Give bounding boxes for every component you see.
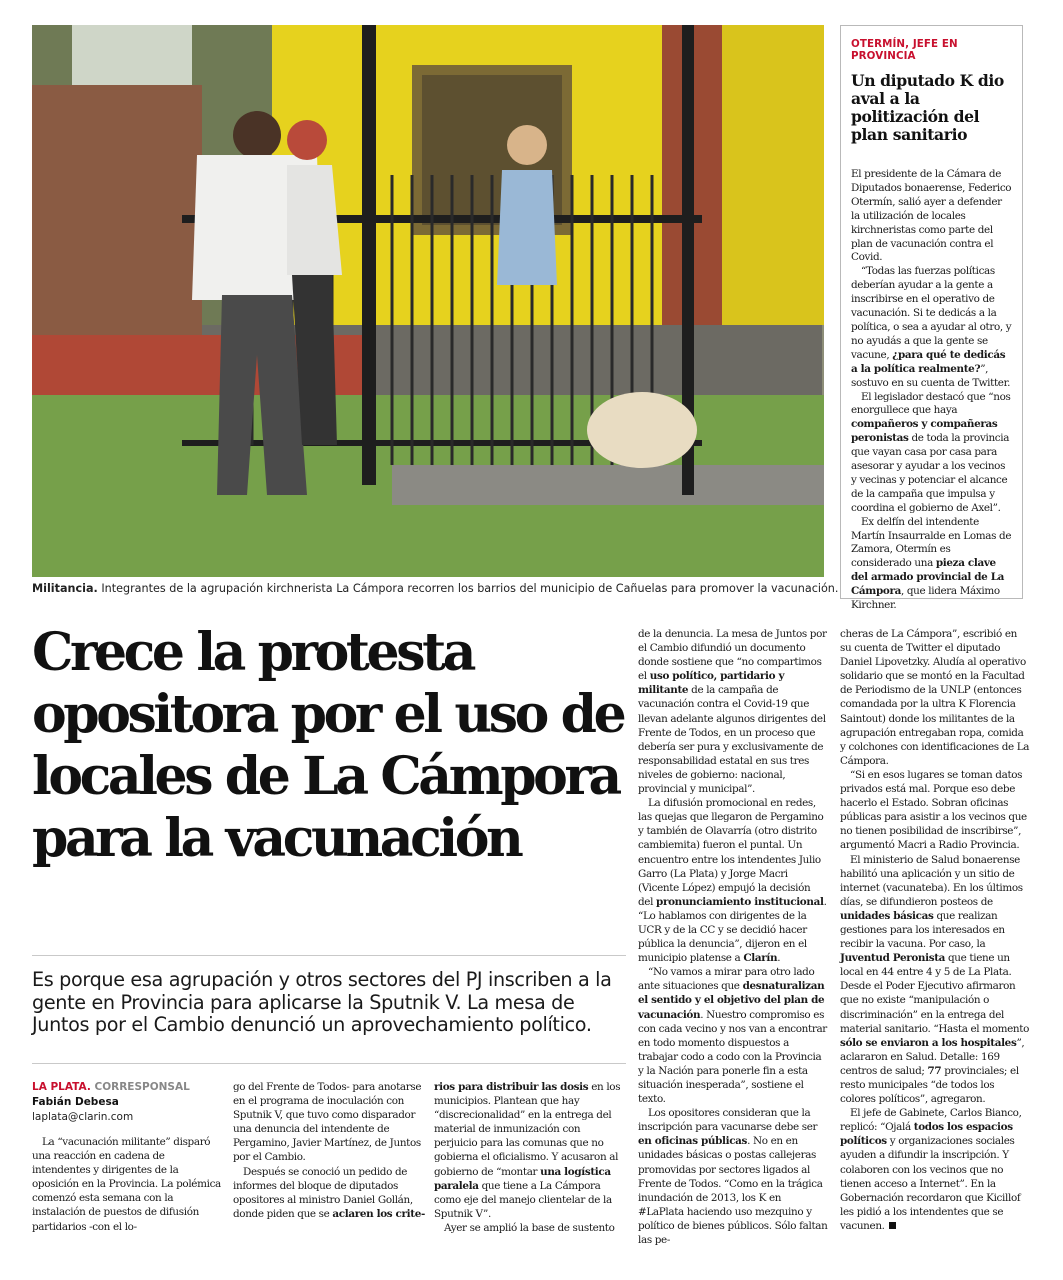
text-bold: compañeros y compañeras peronistas [851, 418, 998, 445]
text-run: , que lidera Máximo Kirchner. [851, 585, 1000, 612]
text-bold: aclaren los crite- [332, 1207, 425, 1220]
author-name: Fabián Debesa [32, 1096, 119, 1108]
sidebar-paragraph [851, 391, 1013, 516]
headline-line: opositora por el uso de [32, 684, 624, 745]
body-paragraph [638, 796, 828, 965]
end-of-article-icon [889, 1222, 896, 1229]
text-bold: rios para distribuir las dosis [434, 1081, 589, 1093]
body-paragraph [840, 1106, 1030, 1233]
headline-line: locales de La Cámpora [32, 746, 619, 807]
text-bold: Juventud Peronista [840, 952, 946, 965]
body-column-5 [840, 627, 1030, 1233]
body-paragraph: Ayer se amplió la base de sustento [444, 1221, 615, 1234]
sidebar-body [851, 168, 1013, 613]
body-paragraph: cheras de La Cámpora”, escribió en su cuenta de Twitter el diputado Daniel Lipovetzky. Aludía al operativo solidario que se montó en la Facultad de Periodismo de la UNLP (entonces comandada por la ultra K Florencia Saintout) donde los militantes de la agrupación entregaban ropa, comida y colchones con identificaciones de La Cámpora. [840, 628, 1030, 767]
location-label: LA PLATA. [32, 1081, 91, 1093]
text-bold: ¿para qué te dedicás a la política realmente? [851, 348, 1006, 375]
divider [32, 1063, 626, 1064]
text-run: Después se conoció un pedido de informes del bloque de diputados opositores al ministro Daniel Gollán, donde piden que se [233, 1165, 413, 1220]
text-run: de la denuncia. La mesa de Juntos por el Cambio difundió un documento donde sostiene que “no compartimos el [638, 628, 827, 683]
text-run: de toda la provincia que vayan casa por casa para asesorar y ayudar a los vecinos y vecinas y potenciar el alcance de la campaña que impulsa y coordina el gobierno de Axel”. [851, 432, 1010, 514]
text-bold: unidades básicas [840, 909, 934, 922]
text-run: ”, aclararon en Salud. Detalle: 169 centros de salud; [840, 1036, 1025, 1077]
sidebar-kicker: OTERMÍN, JEFE EN PROVINCIA [851, 38, 958, 62]
deck: Es porque esa agrupación y otros sectores del PJ inscriben a la gente en Provincia para aplicarse la Sputnik V. La mesa de Juntos por el Cambio denunció un aprovechamiento político. [32, 968, 612, 1036]
text-bold: en oficinas públicas [638, 1135, 748, 1148]
text-run: y organizaciones sociales ayuden a difundir la inscripción. Y colaboren con los vecinos que no tienen acceso a Internet”. En la Gobernación recordaron que Kicillof les pidió a los intendentes que se vacunen. [840, 1135, 1021, 1232]
headline-line: Crece la protesta [32, 622, 473, 683]
role-label: CORRESPONSAL [90, 1081, 190, 1093]
text-run: Ex delfín del intendente Martín Insaurralde en Lomas de Zamora, Otermín es considerado una [851, 515, 1012, 570]
text-run: El jefe de Gabinete, Carlos Bianco, replicó: “Ojalá [840, 1107, 1022, 1134]
text-bold: todos los espacios políticos [840, 1121, 1013, 1148]
body-paragraph: go del Frente de Todos- para anotarse en el programa de inoculación con Sputnik V, que tuvo como disparador una denuncia del intendente de Pergamino, Javier Martínez, de Juntos por el Cambio. [233, 1081, 422, 1164]
text-bold: una logística paralela [434, 1165, 611, 1192]
byline-location [32, 1080, 222, 1095]
text-bold: Clarín [743, 952, 778, 965]
text-run: que realizan gestiones para los interesados en recibir la vacuna. Por caso, la [840, 909, 1005, 951]
body-column-1 [32, 1135, 222, 1234]
body-paragraph [638, 627, 828, 796]
text-run: . Nuestro compromiso es con cada vecino y nos van a encontrar en todo momento dispuestos a trabajar codo a codo con la Provincia y la Nación para ponerle fin a esta situación inesperada”, sostiene el texto. [638, 1008, 827, 1106]
body-paragraph [233, 1165, 425, 1221]
sidebar-paragraph [851, 265, 1013, 390]
divider [32, 955, 626, 956]
text-bold: desnaturalizan el sentido y el objetivo del plan de vacunación [638, 980, 825, 1021]
body-paragraph: “Si en esos lugares se toman datos privados está mal. Porque eso debe hacerlo el Estado. Sobran oficinas públicas para asistir a los vecinos que no tienen posibilidad de inscribirse”, argumentó Macri a Radio Provincia. [840, 768, 1027, 852]
text-run: “Todas las fuerzas políticas deberían ayudar a la gente a inscribirse en el operativo de vacunación. Si te dedicás a la política, o sea a ayudar al otro, y no ayudás a que la gente se vacune, [851, 265, 1012, 361]
caption-label: Militancia. [32, 582, 98, 595]
sidebar-paragraph [851, 516, 1013, 613]
text-bold: sólo se enviaron a los hospitales [840, 1036, 1017, 1049]
body-paragraph [434, 1080, 626, 1221]
body-paragraph [840, 853, 1030, 1107]
body-paragraph [638, 965, 828, 1106]
text-run: . [777, 952, 781, 965]
text-run: que tiene a La Cámpora como eje del manejo clientelar de la Sputnik V”. [434, 1179, 612, 1220]
text-run: . No en en unidades básicas o postas callejeras promovidas por sectores ligados al Frente de Todos. “Como en la trágica inundación de 2013, los K en #LaPlata haciendo uso mezquino y político de bienes públicos. Sólo faltan las pe- [638, 1135, 828, 1247]
text-run: El ministerio de Salud bonaerense habilitó una aplicación y un sitio de internet (vacunateba). En los últimos días, se difundieron posteos de [840, 853, 1023, 908]
text-run: ”, sostuvo en su cuenta de Twitter. [851, 362, 1011, 389]
byline [32, 1080, 222, 1125]
body-paragraph: La “vacunación militante” disparó una reacción en cadena de intendentes y dirigentes de la oposición en la Provincia. La polémica comenzó esta semana con la instalación de puestos de difusión partidarios -con el lo- [32, 1136, 221, 1233]
text-bold: pronunciamiento institucional [656, 895, 824, 908]
text-run: Los opositores consideran que la inscripción para vacunarse debe ser [638, 1107, 818, 1134]
text-run: . “Lo hablamos con dirigentes de la UCR y de la CC y se decidió hacer pública la denuncia”, dijeron en el municipio platense a [638, 895, 827, 965]
body-column-4 [638, 627, 828, 1247]
author-email[interactable]: laplata@clarin.com [32, 1111, 134, 1123]
text-run: provinciales; el resto municipales “de todos los colores políticos”, agregaron. [840, 1064, 1019, 1106]
text-run: El legislador destacó que “nos enorgullece que haya [851, 390, 1011, 417]
body-paragraph [638, 1106, 828, 1247]
sidebar-paragraph: El presidente de la Cámara de Diputados bonaerense, Federico Otermín, salió ayer a defender la utilización de locales kirchneristas como parte del plan de vacunación contra el Covid. [851, 168, 1012, 264]
text-run: La difusión promocional en redes, las quejas que llegaron de Pergamino y también de Olavarría (otro distrito cambiemita) fueron el puntal. Un encuentro entre los intendentes Julio Garro (La Plata) y Jorge Macri (Vicente López) empujó la decisión del [638, 797, 824, 908]
headline [32, 622, 632, 870]
body-column-2 [233, 1080, 425, 1221]
text-bold: uso político, partidario y militante [638, 670, 785, 697]
text-run: que tiene un local en 44 entre 4 y 5 de La Plata. Desde el Poder Ejecutivo afirmaron que no existe “manipulación o discriminación” en la entrega del material sanitario. “Hasta el momento [840, 952, 1029, 1035]
text-run: “No vamos a mirar para otro lado ante situaciones que [638, 966, 815, 993]
text-bold: pieza clave del armado provincial de La Cámpora [851, 557, 1005, 598]
sidebar-title: Un diputado K dio aval a la politización del plan sanitario [851, 71, 1004, 144]
text-bold: 77 [927, 1064, 942, 1077]
news-photo [32, 25, 824, 577]
body-column-3 [434, 1080, 626, 1235]
headline-line: para la vacunación [32, 808, 521, 869]
text-run: en los municipios. Plantean que hay “discrecionalidad” en la entrega del material de inmunización con perjuicio para las comunas que no gobierna el oficialismo. Y acusaron al gobierno de “montar [434, 1081, 621, 1178]
caption-text: Integrantes de la agrupación kirchnerista La Cámpora recorren los barrios del municipio de Cañuelas para promover la vacunación. [97, 582, 839, 595]
sidebar-box [840, 25, 1023, 612]
street-scene-photo [32, 25, 824, 577]
photo-caption [32, 582, 839, 596]
text-run: de la campaña de vacunación contra el Covid-19 que llevan adelante algunos dirigentes del Frente de Todos, en un proceso que debería ser pura y exclusivamente de responsabilidad estatal en sus tres niveles de gobierno: nacional, provincial y municipal”. [638, 684, 826, 796]
